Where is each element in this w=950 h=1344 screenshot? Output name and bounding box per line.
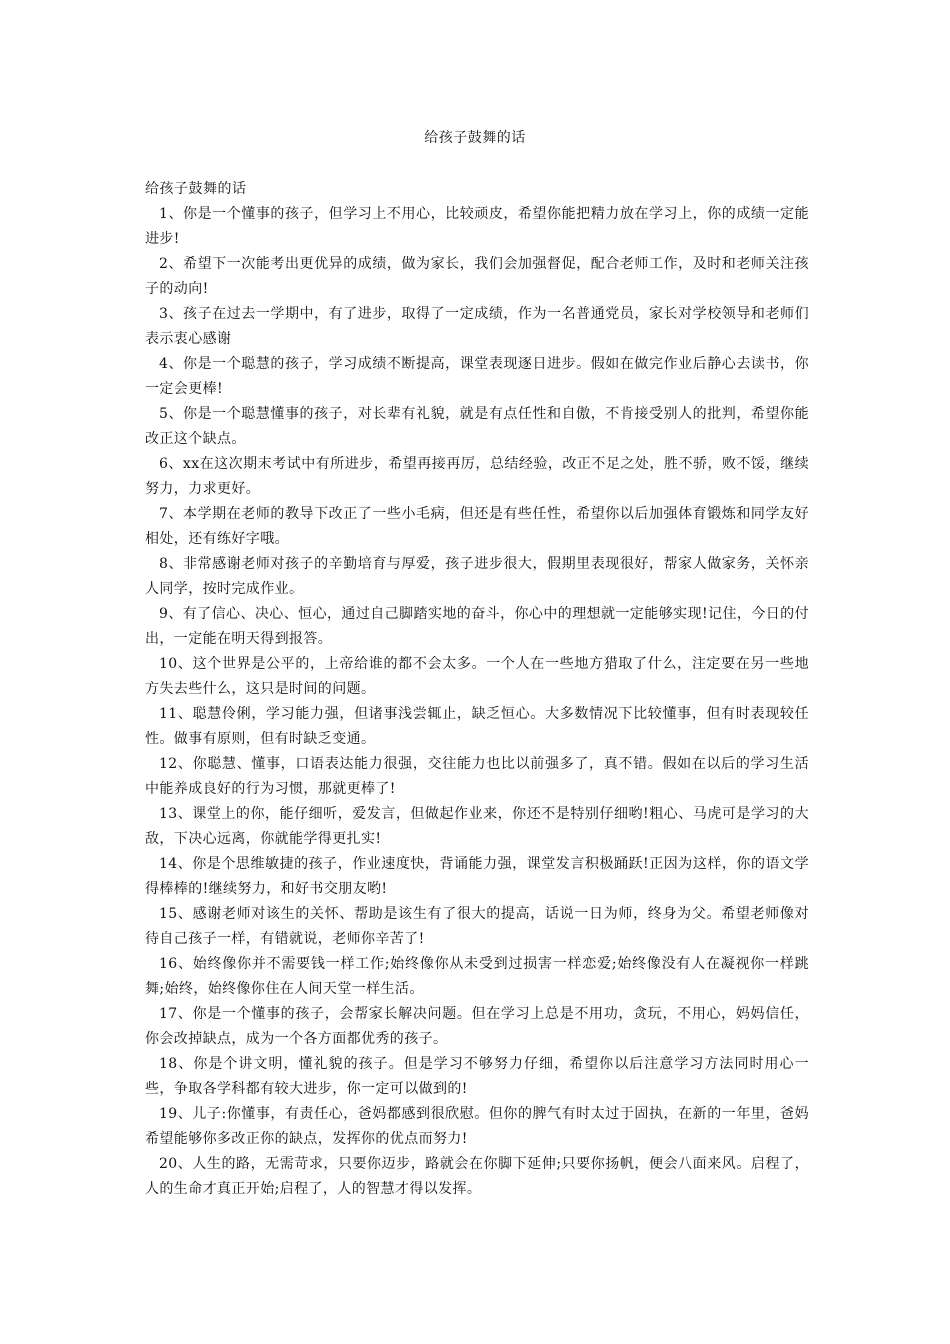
paragraph-13: 13、课堂上的你，能仔细听，爱发言，但做起作业来，你还不是特别仔细哟!粗心、马虎可是学习的大敌，下决心远离，你就能学得更扎实! (145, 806, 809, 847)
paragraph-4: 4、你是一个聪慧的孩子，学习成绩不断提高，课堂表现逐日进步。假如在做完作业后静心去读书，你一定会更棒! (145, 356, 809, 397)
paragraph-5: 5、你是一个聪慧懂事的孩子，对长辈有礼貌，就是有点任性和自傲，不肯接受别人的批判，希望你能改正这个缺点。 (145, 406, 809, 447)
paragraph-10: 10、这个世界是公平的，上帝给谁的都不会太多。一个人在一些地方猎取了什么，注定要在另一些地方失去些什么，这只是时间的问题。 (145, 656, 809, 697)
paragraph-15: 15、感谢老师对该生的关怀、帮助是该生有了很大的提高，话说一日为师，终身为父。希望老师像对待自己孩子一样，有错就说，老师你辛苦了! (145, 906, 809, 947)
paragraph-7: 7、本学期在老师的教导下改正了一些小毛病，但还是有些任性，希望你以后加强体育锻炼和同学友好相处，还有练好字哦。 (145, 506, 809, 547)
paragraph-3: 3、孩子在过去一学期中，有了进步，取得了一定成绩，作为一名普通党员，家长对学校领导和老师们表示衷心感谢 (145, 306, 809, 347)
paragraph-1: 1、你是一个懂事的孩子，但学习上不用心，比较顽皮，希望你能把精力放在学习上，你的成绩一定能进步! (145, 206, 809, 247)
paragraph-18: 18、你是个讲文明，懂礼貌的孩子。但是学习不够努力仔细，希望你以后注意学习方法同时用心一些，争取各学科都有较大进步，你一定可以做到的! (145, 1056, 809, 1097)
paragraph-9: 9、有了信心、决心、恒心，通过自己脚踏实地的奋斗，你心中的理想就一定能够实现!记住，今日的付出，一定能在明天得到报答。 (145, 606, 809, 647)
paragraph-17: 17、你是一个懂事的孩子，会帮家长解决问题。但在学习上总是不用功，贪玩，不用心，妈妈信任，你会改掉缺点，成为一个各方面都优秀的孩子。 (145, 1006, 809, 1047)
paragraph-14: 14、你是个思维敏捷的孩子，作业速度快，背诵能力强，课堂发言积极踊跃!正因为这样，你的语文学得棒棒的!继续努力，和好书交朋友哟! (145, 856, 809, 897)
section-heading: 给孩子鼓舞的话 (145, 181, 247, 197)
paragraph-20: 20、人生的路，无需苛求，只要你迈步，路就会在你脚下延伸;只要你扬帆，便会八面来风。启程了，人的生命才真正开始;启程了，人的智慧才得以发挥。 (145, 1156, 809, 1197)
paragraph-6: 6、xx在这次期末考试中有所进步，希望再接再厉，总结经验，改正不足之处，胜不骄，败不馁，继续努力，力求更好。 (145, 456, 809, 497)
page-title: 给孩子鼓舞的话 (424, 130, 526, 146)
paragraph-19: 19、儿子:你懂事，有责任心，爸妈都感到很欣慰。但你的脾气有时太过于固执，在新的一年里，爸妈希望能够你多改正你的缺点，发挥你的优点而努力! (145, 1106, 809, 1147)
paragraph-12: 12、你聪慧、懂事，口语表达能力很强，交往能力也比以前强多了，真不错。假如在以后的学习生活中能养成良好的行为习惯，那就更棒了! (145, 756, 809, 797)
document-body (145, 177, 809, 1202)
paragraph-11: 11、聪慧伶俐，学习能力强，但诸事浅尝辄止，缺乏恒心。大多数情况下比较懂事，但有时表现较任性。做事有原则，但有时缺乏变通。 (145, 706, 809, 747)
paragraph-2: 2、希望下一次能考出更优异的成绩，做为家长，我们会加强督促，配合老师工作，及时和老师关注孩子的动向! (145, 256, 809, 297)
paragraph-16: 16、始终像你并不需要钱一样工作;始终像你从未受到过损害一样恋爱;始终像没有人在凝视你一样跳舞;始终，始终像你住在人间天堂一样生活。 (145, 956, 809, 997)
paragraph-8: 8、非常感谢老师对孩子的辛勤培育与厚爱，孩子进步很大，假期里表现很好，帮家人做家务，关怀亲人同学，按时完成作业。 (145, 556, 809, 597)
